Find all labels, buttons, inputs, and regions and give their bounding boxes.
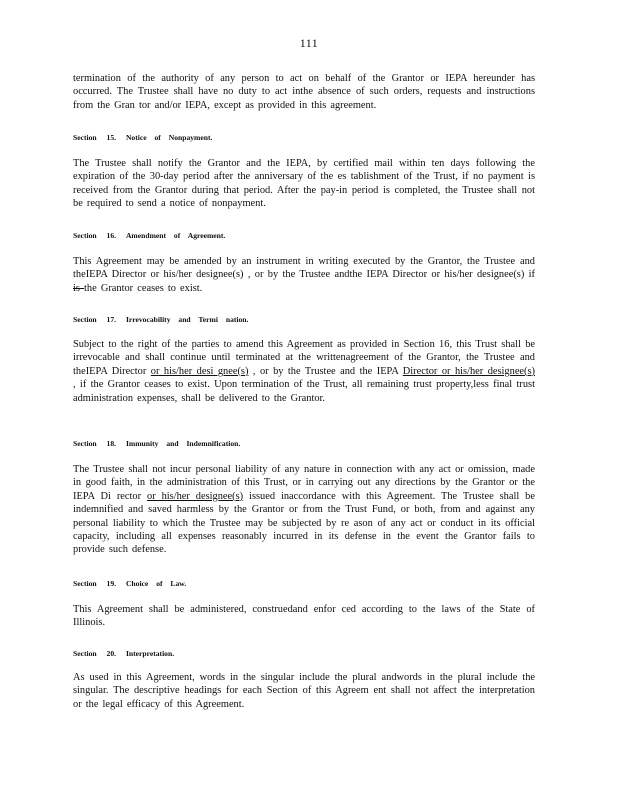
section-label: Section [73,231,97,240]
text-run: The Trustee shall not incur personal liability of any nature in connection with any act or omission, made in good faith, in the administration of this Trust, or in carrying out any directions by the Grantor or the IEPA Di rector [73,464,535,502]
section-18-paragraph [73,463,535,557]
underlined-text: or his/her designee(s) [147,490,244,502]
text-run: issued inaccordance with this Agreement. The Trustee shall be indemnified and saved harmless by the Grantor or from the Trust Fund, or both, from and against any personal liability to which the Trustee may be subjected by re ason of any act or conduct in its official capacity, including all expenses reasonably incurred in its defense in the event the Grantor fails to provide such defense. [73,490,535,556]
section-label: Section [73,649,97,658]
section-label: Section [73,315,97,324]
section-title: Irrevocability and Termi nation. [125,315,249,324]
section-19-paragraph: This Agreement shall be administered, construedand enfor ced according to the laws of the State of Illinois. [73,604,535,629]
section-title: Notice of Nonpayment. [125,133,213,142]
section-17-heading [73,313,535,326]
section-15-heading [73,131,535,144]
section-17-paragraph [73,338,535,405]
text-run: Subject to the right of the parties to amend this Agreement as provided in Section 16, this Trust shall be irrevocable and shall continue until terminated at the writtenagreement of the Grantor, the Trustee and theIEPA Director [73,339,535,377]
section-number: 18. [106,439,117,448]
text-run: , if the Grantor ceases to exist. Upon termination of the Trust, all remaining trust property,less final trust administration expenses, shall be delivered to the Grantor. [73,379,535,404]
section-20-heading [73,647,535,660]
underlined-text: Director or his/her designee(s) [402,365,536,377]
section-16-heading [73,229,535,242]
section-number: 16. [106,231,117,240]
section-number: 20. [106,649,117,658]
section-18-heading [73,437,535,450]
section-title: Interpretation. [125,649,175,658]
section-number: 15. [106,133,117,142]
text-run: the Grantor ceases to exist. [84,282,203,294]
section-15-paragraph: The Trustee shall notify the Grantor and the IEPA, by certified mail within ten days following the expiration of the 30-day period after the anniversary of the es tablishment of the Trust, if no payment is received from the Grantor during that period. After the pay-in period is completed, the Trustee shall not be required to send a notice of nonpayment. [73,158,535,210]
text-run: This Agreement may be amended by an instrument in writing executed by the Grantor, the Trustee and theIEPA Director or his/her designee(s) , or by the Trustee andthe IEPA Director or his/her designee(s) if [73,256,535,281]
section-20-paragraph: As used in this Agreement, words in the singular include the plural andwords in the plural include the singular. The descriptive headings for each Section of this Agreem ent shall not affect the interpretation or the legal efficacy of this Agreement. [73,672,535,710]
section-label: Section [73,439,97,448]
section-label: Section [73,579,97,588]
section-19-heading [73,577,535,590]
section-title: Immunity and Indemnification. [125,439,241,448]
text-run: , or by the Trustee and the IEPA [248,365,403,377]
struck-text: is [73,282,85,294]
section-title: Choice of Law. [125,579,187,588]
section-16-paragraph [73,255,535,295]
intro-paragraph: termination of the authority of any person to act on behalf of the Grantor or IEPA hereunder has occurred. The Trustee shall have no duty to act inthe absence of such orders, requests and instructions from the Gran tor and/or IEPA, except as provided in this agreement. [73,73,535,111]
section-number: 19. [106,579,117,588]
page-number: 111 [299,36,319,50]
section-label: Section [73,133,97,142]
section-number: 17. [106,315,117,324]
underlined-text: or his/her desi gnee(s) [150,365,249,377]
section-title: Amendment of Agreement. [125,231,226,240]
